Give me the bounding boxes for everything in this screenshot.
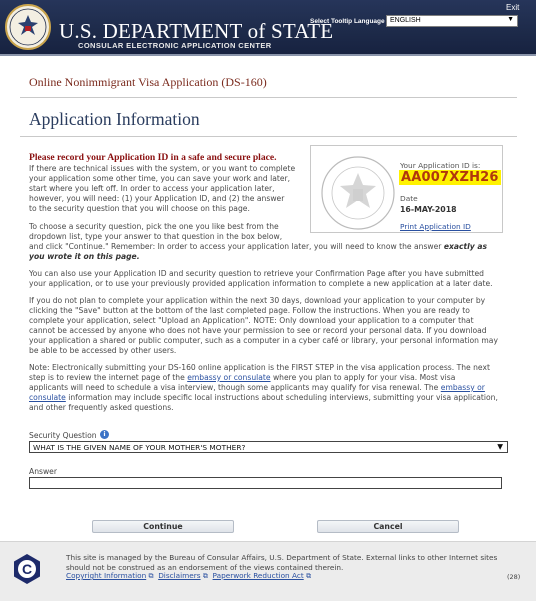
text-span: and click "Continue." Remember: In order to access your application later, you will need to know the answer — [29, 241, 442, 251]
text-line — [29, 383, 498, 393]
tooltip-language-select[interactable] — [386, 15, 518, 27]
security-question-value: WHAT IS THE GIVEN NAME OF YOUR MOTHER'S MOTHER? — [33, 443, 246, 452]
answer-input[interactable] — [29, 477, 502, 489]
text-line: clicking the "Save" button at the bottom of the last completed page. Follow the instructions. When you are ready to — [29, 305, 470, 315]
text-line: your application a shared or public computer, such as a computer in a cyber café or library, your personal information may — [29, 335, 498, 345]
text-line — [29, 373, 498, 383]
cancel-button[interactable]: Cancel — [317, 520, 459, 533]
exit-link[interactable]: Exit — [506, 3, 520, 12]
application-id-card — [310, 145, 503, 233]
divider — [20, 136, 517, 137]
external-link-icon: ⧉ — [306, 572, 312, 580]
copyright-information-link[interactable]: Copyright Information — [66, 571, 147, 580]
external-link-icon: ⧉ — [148, 572, 154, 580]
text-line: your application, or to use your previously provided application information to complete a new application at a later date. — [29, 278, 493, 288]
application-id-value: AA007XZH26 — [401, 170, 499, 185]
text-line: dropdown list, type your answer to that question in the box below, — [29, 231, 283, 241]
text-span: applicants will need to schedule a visa interview, though some applicants may qualify for visa renewal. The — [29, 382, 441, 392]
embassy-consulate-link-2-cont[interactable]: consulate — [29, 392, 66, 402]
consular-affairs-logo-icon — [11, 553, 43, 585]
paragraph-note — [29, 363, 498, 413]
form-title: Online Nonimmigrant Visa Application (DS-160) — [29, 75, 267, 89]
dos-seal-watermark-icon — [319, 154, 397, 232]
text-span: where you plan to apply for your visa. Most visa — [270, 372, 456, 382]
paragraph-intro — [29, 164, 295, 214]
tooltip-language-label: Select Tooltip Language — [310, 18, 385, 25]
notice-heading: Please record your Application ID in a safe and secure place. — [29, 152, 277, 163]
paperwork-reduction-act-link[interactable]: Paperwork Reduction Act — [212, 571, 304, 580]
text-line: cannot be accessed by anyone who does not have your permission to see or record your personal data. If you download — [29, 325, 487, 335]
emphasis-text: exactly as — [443, 241, 487, 251]
text-line — [29, 393, 498, 403]
paragraph-retrieve — [29, 269, 493, 289]
external-link-icon: ⧉ — [202, 572, 208, 580]
embassy-consulate-link-2[interactable]: embassy or — [440, 382, 485, 392]
site-header — [0, 0, 536, 56]
text-line — [29, 252, 487, 262]
header-subtitle: CONSULAR ELECTRONIC APPLICATION CENTER — [78, 41, 272, 50]
dos-seal-icon — [5, 4, 51, 50]
text-line: If you do not plan to complete your application within the next 30 days, download your application to your computer by — [29, 296, 486, 305]
paragraph-download — [29, 296, 498, 355]
text-line: If there are technical issues with the system, or you want to complete — [29, 164, 296, 173]
chevron-down-icon: ▼ — [497, 442, 503, 451]
info-icon[interactable]: i — [100, 430, 109, 439]
disclaimers-link[interactable]: Disclaimers — [158, 571, 201, 580]
chevron-down-icon: ▼ — [507, 16, 514, 23]
embassy-consulate-link[interactable]: embassy or consulate — [187, 372, 271, 382]
text-line: complete your application, select "Upload an Application". NOTE: Only download your application to a computer that — [29, 315, 474, 325]
text-span: information may include specific local instructions about scheduling interviews, submitting your visa application, — [65, 392, 498, 402]
text-line: however, you will need: (1) your Application ID, and (2) the answer — [29, 193, 285, 203]
page-title: Application Information — [29, 109, 200, 129]
divider — [20, 97, 517, 98]
footer-logo-letter: C — [21, 561, 33, 577]
text-line: To choose a security question, pick the one you like best from the — [29, 222, 279, 231]
text-line: You can also use your Application ID and security question to retrieve your Confirmation Page after you have submitted — [29, 269, 484, 278]
answer-label: Answer — [29, 467, 57, 476]
print-application-id-link[interactable]: Print Application ID — [400, 222, 471, 231]
date-label: Date — [400, 194, 418, 203]
text-span: step is to review the internet page of the — [29, 372, 188, 382]
page-code: (28) — [507, 573, 521, 581]
application-id-label: Your Application ID is: — [400, 161, 481, 170]
text-line: be able to be accessed by other users. — [29, 345, 177, 355]
continue-button[interactable]: Continue — [92, 520, 234, 533]
site-footer — [0, 541, 536, 601]
text-line — [29, 242, 487, 252]
tooltip-language-value: ENGLISH — [390, 17, 421, 24]
header-title: U.S. DEPARTMENT of STATE — [59, 19, 334, 43]
security-question-label: Security Question — [29, 431, 97, 440]
text-line: and other frequently asked questions. — [29, 402, 174, 412]
footer-disclaimer: This site is managed by the Bureau of Consular Affairs, U.S. Department of State. External links to other Internet sites should not be construed as an endorsement of the views contained therein. — [66, 553, 498, 572]
security-question-select[interactable] — [29, 441, 508, 453]
text-line: your application some other time, you can save your work and later, — [29, 173, 291, 183]
emphasis-text: you wrote it on this page. — [29, 251, 140, 261]
text-line: start where you left off. In order to access your application later, — [29, 183, 275, 193]
text-line: to the security question that you will choose on this page. — [29, 203, 250, 213]
date-value: 16-MAY-2018 — [400, 205, 457, 214]
text-line: Note: Electronically submitting your DS-160 online application is the FIRST STEP in the visa application process. The next — [29, 363, 490, 372]
footer-links — [66, 571, 311, 581]
